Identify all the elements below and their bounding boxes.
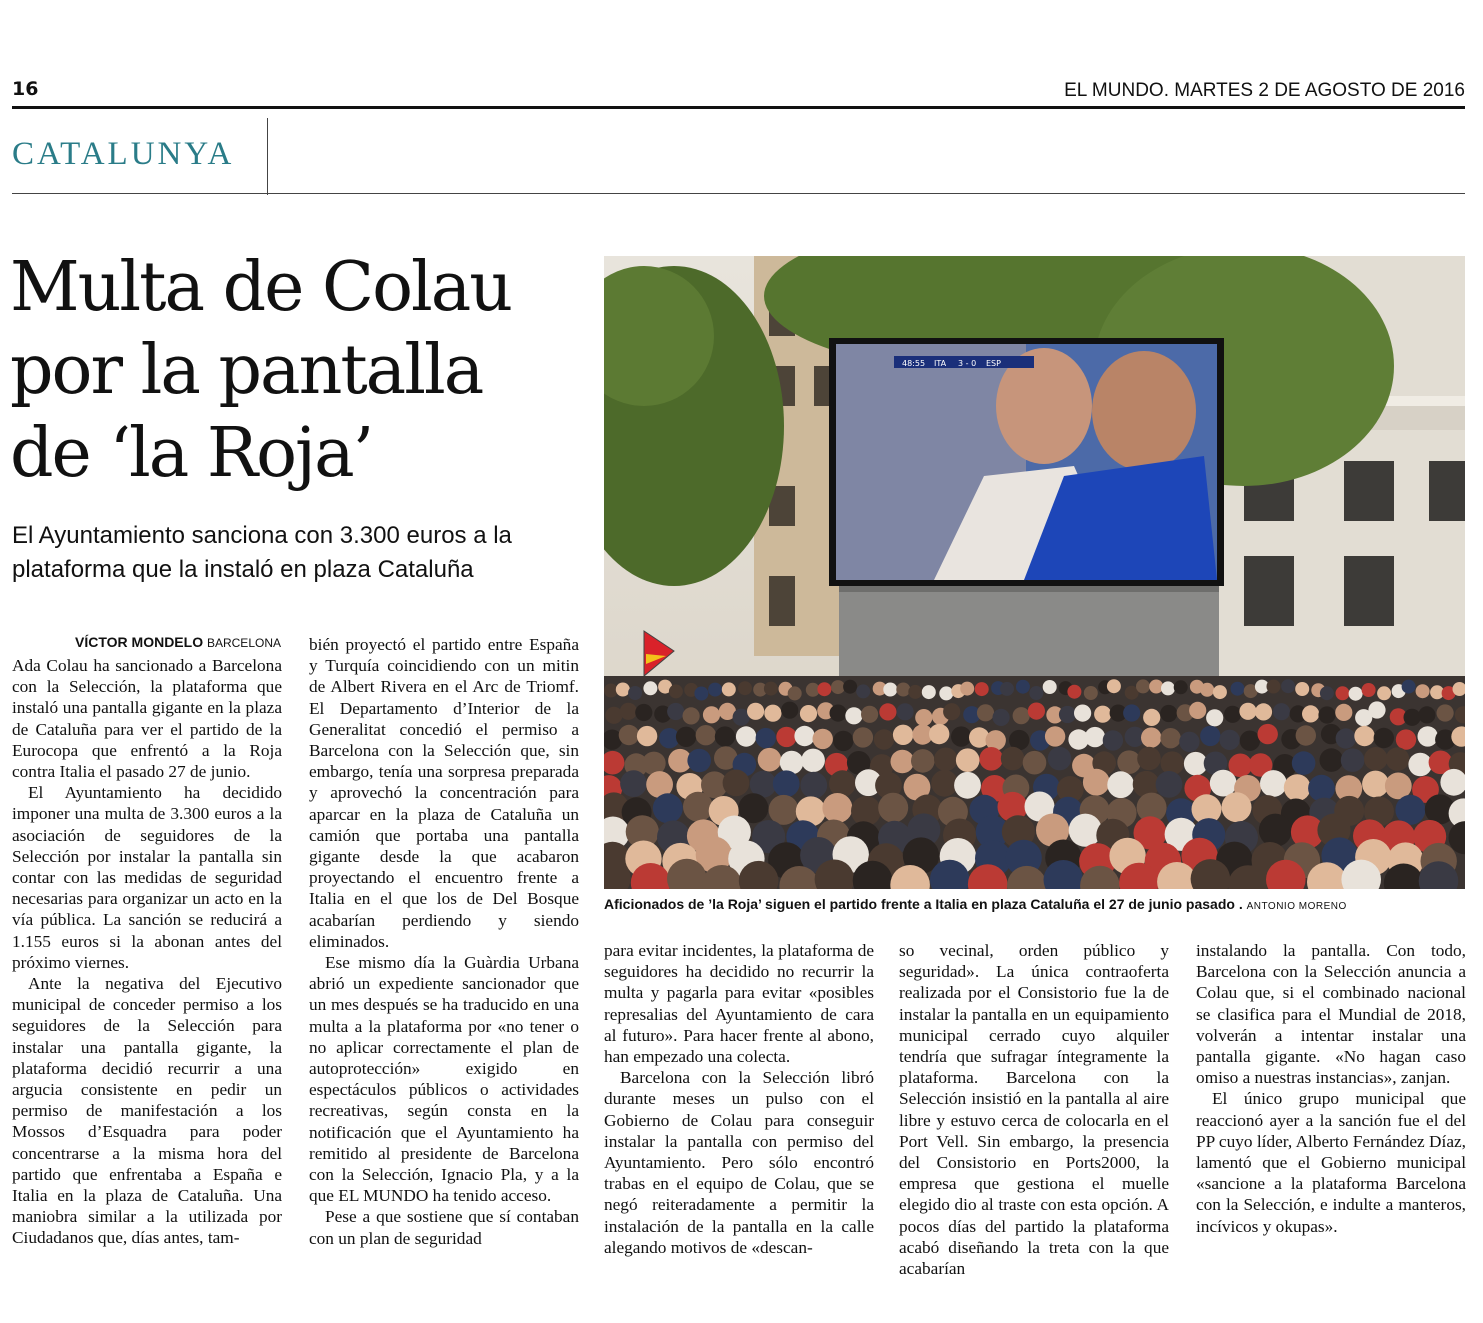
crowd-head bbox=[1336, 686, 1350, 700]
crowd-head bbox=[788, 686, 802, 700]
crowd-head bbox=[979, 747, 1003, 771]
crowd-head bbox=[683, 792, 713, 822]
article-paragraph: Pese a que sostiene que sí contaban con un plan de seguridad bbox=[309, 1207, 579, 1248]
crowd-head bbox=[1408, 753, 1432, 777]
scoreboard-away: ESP bbox=[986, 359, 1001, 368]
crowd-head bbox=[1174, 680, 1188, 694]
crowd-head bbox=[723, 770, 750, 797]
crowd-head bbox=[845, 707, 862, 724]
crowd-head bbox=[1103, 730, 1123, 750]
crowd-head bbox=[1239, 703, 1256, 720]
crowd-head bbox=[1200, 726, 1220, 746]
crowd-head bbox=[1043, 680, 1057, 694]
crowd-head bbox=[1200, 683, 1214, 697]
crowd-head bbox=[669, 684, 683, 698]
crowd-head bbox=[1029, 686, 1043, 700]
crowd-head bbox=[956, 748, 980, 772]
crowd-head bbox=[1028, 703, 1045, 720]
crowd-head bbox=[993, 709, 1010, 726]
crowd-head bbox=[1386, 747, 1410, 771]
crowd-head bbox=[1362, 683, 1376, 697]
crowd-head bbox=[1045, 726, 1065, 746]
crowd-head bbox=[1206, 709, 1223, 726]
crowd-head bbox=[1156, 771, 1183, 798]
article-paragraph: Ada Colau ha sancionado a Barcelona con la Selección, la plataforma que instaló una pantalla gigante en la plaza de Cataluña para ver el partido de la Eurocopa que enfrentó a la Roja contra Italia el pasado 27 de junio. bbox=[12, 656, 282, 782]
crowd-head bbox=[1084, 686, 1098, 700]
crowd-head bbox=[1219, 730, 1239, 750]
crowd-head bbox=[1320, 686, 1334, 700]
crowd-head bbox=[1160, 705, 1177, 722]
crowd-head bbox=[1296, 725, 1316, 745]
crowd-head bbox=[931, 770, 958, 797]
article-column-2 bbox=[309, 634, 579, 1249]
crowd-head bbox=[1023, 751, 1047, 775]
crowd-head bbox=[756, 728, 776, 748]
crowd-head bbox=[922, 685, 936, 699]
crowd-head bbox=[1281, 679, 1295, 693]
headline bbox=[10, 246, 590, 495]
crowd-head bbox=[1107, 771, 1134, 798]
byline-city: BARCELONA bbox=[206, 636, 281, 650]
crowd-head bbox=[769, 795, 799, 825]
crowd-head bbox=[773, 770, 800, 797]
crowd-head bbox=[1302, 705, 1319, 722]
byline bbox=[75, 634, 281, 650]
article-paragraph: para evitar incidentes, la plataforma de seguidores ha decidido no recurrir la multa y pagarla para evitar «posibles represalias del Ayuntamiento de cara al futuro». Para hacer frente al abono, han empezado una colecta. bbox=[604, 941, 874, 1067]
section-rule bbox=[12, 193, 1465, 194]
crowd-head bbox=[683, 707, 700, 724]
crowd-head bbox=[879, 703, 896, 720]
crowd-head bbox=[694, 687, 708, 701]
crowd-head bbox=[1364, 747, 1388, 771]
crowd-head bbox=[1083, 769, 1110, 796]
crowd-head bbox=[830, 705, 847, 722]
crowd-head bbox=[1255, 703, 1272, 720]
crowd-head bbox=[1318, 706, 1335, 723]
crowd-head bbox=[822, 793, 852, 823]
top-rule bbox=[12, 106, 1465, 109]
crowd-head bbox=[676, 727, 696, 747]
section-divider bbox=[267, 118, 268, 195]
crowd-head bbox=[1320, 748, 1344, 772]
crowd-head bbox=[1437, 704, 1454, 721]
crowd-head bbox=[1354, 726, 1374, 746]
article-paragraph: Barcelona con la Selección libró durante meses un pulso con el Gobierno de Colau para conseguir instalar la pantalla con permiso del Ayuntamiento. Pero sólo encontró trabas en el equipo de Colau, que se negó reiteradamente a permitir la instalación de la pantalla en la calle alegando motivos de «descan- bbox=[604, 1068, 874, 1257]
crowd-head bbox=[687, 749, 711, 773]
article-column-1 bbox=[12, 655, 282, 1249]
crowd-head bbox=[1418, 706, 1435, 723]
photo-credit: ANTONIO MORENO bbox=[1246, 901, 1347, 912]
crowd-head bbox=[1295, 682, 1309, 696]
crowd-head bbox=[1013, 707, 1030, 724]
crowd-head bbox=[943, 703, 960, 720]
crowd-head bbox=[1136, 679, 1150, 693]
crowd-head bbox=[764, 705, 781, 722]
crowd-head bbox=[1001, 747, 1025, 771]
crowd-head bbox=[794, 726, 814, 746]
article-paragraph: bién proyectó el partido entre España y Turquía coincidiendo con un mitin de Albert Rivera en el Arc de Triomf. El Departamento d’Interior de la Generalitat concedió el permiso a Barcelona con la Selección que, sin embargo, tenía una sorpresa preparada y aprovechó la concentración para aparcar en la plaza de Cataluña un camión que portaba una pantalla gigante desde la que acabaron proyectando el encuentro frente a Italia en el que los de Del Bosque acabarían perdiendo y siendo eliminados. bbox=[309, 635, 579, 951]
crowd-head bbox=[1074, 705, 1091, 722]
crowd-head bbox=[1189, 702, 1206, 719]
crowd-head bbox=[1179, 732, 1199, 752]
crowd-head bbox=[1141, 727, 1161, 747]
crowd-head bbox=[781, 702, 798, 719]
crowd-head bbox=[977, 704, 994, 721]
crowd-head bbox=[1395, 795, 1425, 825]
crowd-head bbox=[813, 729, 833, 749]
crowd-head bbox=[1149, 680, 1163, 694]
crowd-head bbox=[831, 680, 845, 694]
crowd-head bbox=[1335, 704, 1352, 721]
crowd-head bbox=[1000, 682, 1014, 696]
crowd-head bbox=[1160, 728, 1180, 748]
crowd-head bbox=[829, 770, 856, 797]
scoreboard-time: 48:55 bbox=[902, 359, 926, 368]
crowd-head bbox=[643, 681, 657, 695]
photo-caption bbox=[604, 896, 1465, 912]
crowd-head bbox=[616, 683, 630, 697]
crowd-head bbox=[776, 727, 796, 747]
crowd-head bbox=[1137, 747, 1161, 771]
crowd-head bbox=[1308, 775, 1335, 802]
article-paragraph: El único grupo municipal que reaccionó ayer a la sanción fue el del PP cuyo líder, Alberto Fernández Díaz, lamentó que el Gobierno municipal «sancione a la plataforma Barcelona con la Selección, e indulte a manteros, incívicos y okupas». bbox=[1196, 1089, 1466, 1236]
scoreboard-home: ITA bbox=[934, 359, 947, 368]
crowd-head bbox=[1404, 709, 1421, 726]
headline-line: Multa de Colau bbox=[10, 248, 512, 327]
crowd-head bbox=[1117, 750, 1141, 774]
fans-watching-screen-illustration bbox=[604, 256, 1465, 889]
newspaper-date-line: EL MUNDO. MARTES 2 DE AGOSTO DE 2016 bbox=[1064, 80, 1465, 101]
crowd-head bbox=[1292, 751, 1316, 775]
crowd-head bbox=[1107, 679, 1121, 693]
crowd-head bbox=[1069, 814, 1102, 847]
crowd-head bbox=[1258, 724, 1278, 744]
crowd-head bbox=[736, 726, 756, 746]
news-photo bbox=[604, 256, 1465, 889]
crowd-head bbox=[897, 703, 914, 720]
crowd-head bbox=[939, 686, 953, 700]
crowd-head bbox=[1222, 792, 1252, 822]
crowd-head bbox=[1416, 684, 1430, 698]
crowd-head bbox=[722, 682, 736, 696]
crowd-head bbox=[891, 750, 915, 774]
crowd-head bbox=[929, 724, 949, 744]
crowd-head bbox=[604, 684, 618, 698]
crowd-head bbox=[1336, 728, 1356, 748]
crowd-head bbox=[915, 709, 932, 726]
article-paragraph: so vecinal, orden público y seguridad». La única contraoferta realizada por el Consistorio fue la de instalar la pantalla en un equipamiento municipal cerrado cuyo alquiler tendría que sufragar íntegramente la plataforma. Barcelona con la Selección insistió en la pantalla al aire libre y estuvo cerca de colocarla en el Port Vell. Sin embargo, la presencia del Consistorio en Ports2000, la empresa que gestiona el muelle elegido dio al traste con esta opción. A pocos días del partido la plataforma acabó diseñando la treta con la que acabarían bbox=[899, 941, 1169, 1279]
crowd-head bbox=[1284, 774, 1311, 801]
crowd-head bbox=[653, 793, 683, 823]
crowd-head bbox=[1240, 731, 1260, 751]
crowd-head bbox=[817, 682, 831, 696]
crowd-head bbox=[738, 681, 752, 695]
crowd-head bbox=[1224, 706, 1241, 723]
crowd-head bbox=[628, 686, 642, 700]
crowd-head bbox=[1402, 680, 1416, 694]
crowd-head bbox=[801, 749, 825, 773]
crowd-head bbox=[620, 703, 637, 720]
article-paragraph: Ese mismo día la Guàrdia Urbana abrió un expediente sancionador que un mes después se ha traducido en una multa a la plataforma por «no tener o no aplicar correctamente el plan de autoprotección» exigido en espectáculos públicos o actividades recreativas, según consta en la notificación que el Ayuntamiento ha remitido al presidente de Barcelona con la Selección, Ignacio Pla, y a la que EL MUNDO ha tenido acceso. bbox=[309, 953, 579, 1206]
crowd-head bbox=[619, 725, 639, 745]
crowd-head bbox=[696, 725, 716, 745]
crowd-head bbox=[747, 703, 764, 720]
crowd-head bbox=[1016, 680, 1030, 694]
crowd-head bbox=[861, 706, 878, 723]
crowd-head bbox=[911, 749, 935, 773]
crowd-head bbox=[883, 683, 897, 697]
scoreboard-score: 3 - 0 bbox=[958, 359, 977, 368]
article-paragraph: El Ayuntamiento ha decidido imponer una multa de 3.300 euros a la asociación de seguidores de la Selección por instalar la pantalla sin contar con las medidas de seguridad necesarias para organizar un acto en la vía pública. La sanción se reducirá a 1.155 euros si la abonan antes del próximo viernes. bbox=[12, 783, 282, 972]
crowd-head bbox=[703, 706, 720, 723]
crowd-head bbox=[1362, 771, 1389, 798]
crowd-head bbox=[715, 726, 735, 746]
crowd-head bbox=[896, 683, 910, 697]
article-column-4 bbox=[899, 940, 1169, 1279]
page-number: 16 bbox=[12, 78, 39, 100]
crowd-head bbox=[1213, 685, 1227, 699]
crowd-head bbox=[1341, 748, 1365, 772]
crowd-head bbox=[951, 726, 971, 746]
crowd-head bbox=[1396, 729, 1416, 749]
crowd-head bbox=[1161, 681, 1175, 695]
photo-caption-text: Aficionados de ’la Roja’ siguen el partido frente a Italia en plaza Cataluña el 27 de junio pasado . bbox=[604, 896, 1243, 912]
crowd-head bbox=[1094, 706, 1111, 723]
crowd-head bbox=[1067, 685, 1081, 699]
crowd-head bbox=[1143, 709, 1160, 726]
crowd-head bbox=[908, 685, 922, 699]
crowd-head bbox=[1048, 747, 1072, 771]
crowd-head bbox=[856, 684, 870, 698]
crowd-head bbox=[758, 748, 782, 772]
crowd-head bbox=[1374, 728, 1394, 748]
crowd-head bbox=[1210, 770, 1237, 797]
crowd-head bbox=[975, 682, 989, 696]
article-column-3 bbox=[604, 940, 874, 1258]
byline-author: VÍCTOR MONDELO bbox=[75, 634, 204, 650]
crowd-head bbox=[1085, 727, 1105, 747]
headline-line: de ‘la Roja’ bbox=[10, 414, 373, 493]
crowd-head bbox=[1267, 680, 1281, 694]
crowd-head bbox=[764, 682, 778, 696]
crowd-head bbox=[878, 793, 908, 823]
crowd-head bbox=[1418, 726, 1438, 746]
crowd-head bbox=[1260, 770, 1287, 797]
section-label: CATALUNYA bbox=[12, 136, 235, 172]
subheadline: El Ayuntamiento sanciona con 3.300 euros a la plataforma que la instaló en plaza Cataluña bbox=[12, 522, 512, 583]
crowd-head bbox=[1273, 703, 1290, 720]
crowd-head bbox=[708, 683, 722, 697]
crowd-head bbox=[1377, 686, 1391, 700]
crowd-head bbox=[874, 729, 894, 749]
crowd-head bbox=[800, 705, 817, 722]
crowd-head bbox=[853, 727, 873, 747]
crowd-head bbox=[934, 748, 958, 772]
crowd-head bbox=[833, 731, 853, 751]
crowd-head bbox=[1368, 701, 1385, 718]
crowd-head bbox=[1259, 814, 1292, 847]
crowd-head bbox=[843, 680, 857, 694]
article-column-5 bbox=[1196, 940, 1466, 1237]
crowd-head bbox=[637, 726, 657, 746]
article-paragraph: instalando la pantalla. Con todo, Barcelona con la Selección anuncia a Colau que, si el combinado nacional se clasifica para el Mundial de 2018, volverán a intentar instalar una pantalla gigante. «No hagan caso omiso a nuestras instancias», zanjan. bbox=[1196, 941, 1466, 1088]
crowd-head bbox=[800, 772, 827, 799]
crowd-head bbox=[1231, 682, 1245, 696]
crowd-head bbox=[954, 772, 981, 799]
crowd-head bbox=[1059, 706, 1076, 723]
crowd-head bbox=[1123, 704, 1140, 721]
crowd-head bbox=[1349, 687, 1363, 701]
crowd-head bbox=[605, 707, 622, 724]
crowd-head bbox=[667, 703, 684, 720]
crowd-head bbox=[635, 704, 652, 721]
headline-line: por la pantalla bbox=[10, 331, 483, 410]
crowd-head bbox=[851, 796, 881, 826]
article-paragraph: Ante la negativa del Ejecutivo municipal de conceder permiso a los seguidores de la Selección para instalar una pantalla gigante, la plataforma decidió recurrir a una argucia consistente en pedir un permiso de manifestación a los Mossos d’Esquadra para poder concentrarse a la misma hora del partido que enfrentaba a España e Italia en la plaza de Cataluña. Una maniobra similar a la utilizada por Ciudadanos que, días antes, tam- bbox=[12, 974, 282, 1248]
crowd-head bbox=[960, 682, 974, 696]
crowd-head bbox=[620, 770, 647, 797]
crowd-head bbox=[893, 725, 913, 745]
